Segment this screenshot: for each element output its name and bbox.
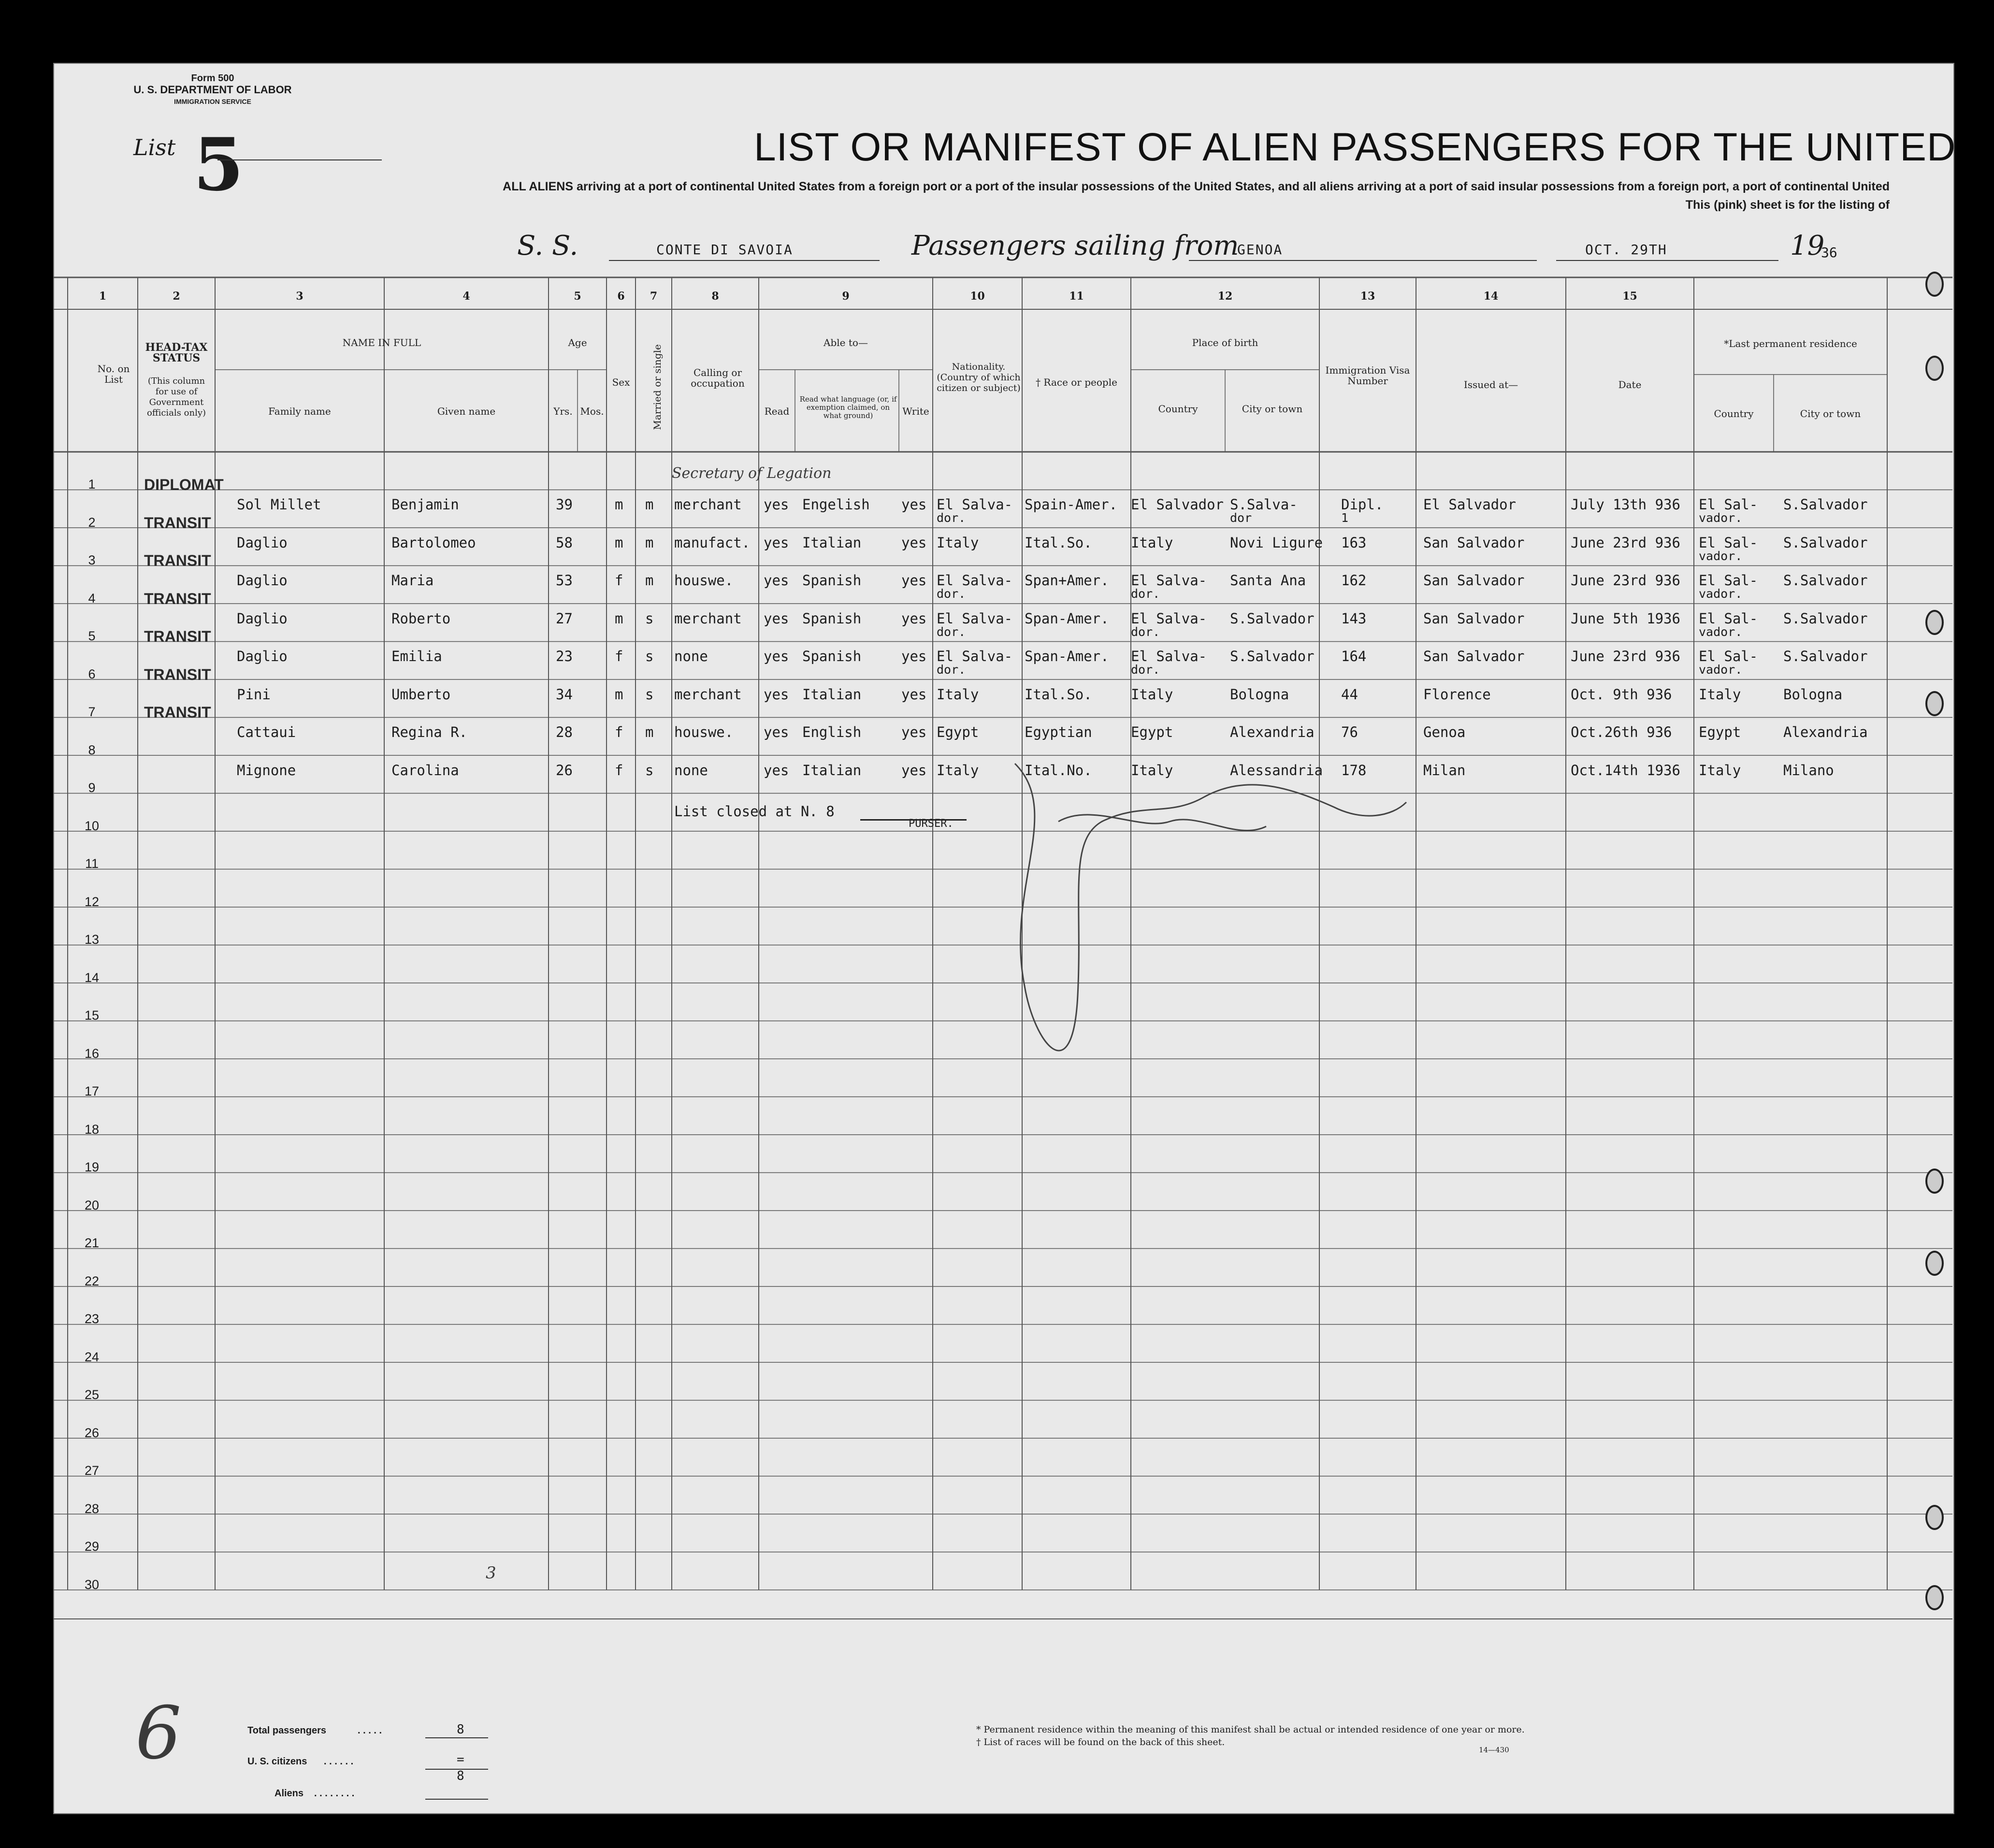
passenger-nat: Egypt: [937, 724, 979, 740]
row-number: 7: [88, 705, 96, 719]
row-number: 2: [88, 515, 96, 530]
header-mos: Mos.: [580, 405, 604, 417]
head-tax-status: DIPLOMAT: [144, 476, 224, 493]
passenger-bcountry: El Salva- dor.: [1131, 648, 1207, 677]
subtitle-line-1: ALL ALIENS arriving at a port of continental United States from a foreign port or a port of the insular possessions of the United States, and all aliens arriving at a port of said insular possessions from a foreign port, a port of continental United: [503, 180, 1890, 193]
row-number: 1: [88, 477, 96, 491]
sailing-label: Passengers sailing from: [911, 230, 1239, 261]
row-number: 23: [84, 1312, 100, 1326]
column-number: 5: [574, 290, 581, 303]
passenger-age: 23: [556, 648, 573, 664]
passenger-issued: El Salvador: [1423, 496, 1517, 513]
aliens-dots: . . . . . . . .: [314, 1788, 355, 1799]
passenger-race: Span-Amer.: [1025, 648, 1109, 664]
list-label: List: [133, 134, 176, 160]
passenger-age: 53: [556, 572, 573, 589]
row-number: 12: [84, 894, 100, 909]
form-number: Form 500: [191, 73, 234, 84]
passenger-given: Emilia: [391, 648, 442, 664]
passenger-write: yes: [901, 572, 927, 589]
header-able-to: Able to—: [824, 337, 868, 348]
passenger-read: yes: [764, 762, 789, 779]
column-number: 7: [650, 290, 658, 303]
row-number: 16: [84, 1046, 100, 1061]
passenger-nat: Italy: [937, 686, 979, 703]
header-married: Married or single: [651, 344, 663, 430]
column-number: 3: [296, 290, 303, 303]
header-write: Write: [902, 405, 929, 417]
passenger-rcity: S.Salvador: [1783, 610, 1868, 627]
row-number: 19: [84, 1160, 100, 1174]
passenger-bcity: Novi Ligure: [1230, 534, 1323, 551]
binder-hole: [1925, 1251, 1944, 1276]
year-suffix: 36: [1821, 245, 1837, 260]
row-number: 20: [84, 1198, 100, 1213]
row-number: 26: [84, 1425, 100, 1440]
row-number: 14: [84, 970, 100, 985]
passenger-calling: merchant: [674, 686, 742, 703]
row-number: 13: [84, 932, 100, 947]
departure-date: OCT. 29TH: [1585, 242, 1667, 258]
passenger-calling: none: [674, 648, 708, 664]
handwritten-signature: [996, 744, 1411, 1092]
column-number: 12: [1217, 290, 1233, 303]
row-number: 27: [84, 1463, 100, 1478]
passenger-rcity: S.Salvador: [1783, 572, 1868, 589]
binder-hole: [1925, 1585, 1944, 1610]
passenger-rcountry: El Sal- vador.: [1699, 610, 1758, 639]
margin-mark: 6: [135, 1691, 182, 1776]
passenger-write: yes: [901, 534, 927, 551]
passenger-rcity: S.Salvador: [1783, 534, 1868, 551]
passenger-bcity: Santa Ana: [1230, 572, 1306, 589]
passenger-issued: Genoa: [1423, 724, 1466, 740]
passenger-bcity: S.Salvador: [1230, 610, 1315, 627]
header-sex: Sex: [612, 376, 630, 388]
passenger-sex: m: [615, 496, 623, 513]
ship-name: CONTE DI SAVOIA: [656, 242, 793, 258]
passenger-lang: Italian: [802, 534, 862, 551]
passenger-nat: El Salva- dor.: [937, 648, 1013, 677]
passenger-visa: 162: [1341, 572, 1367, 589]
passenger-family: Sol Millet: [237, 496, 321, 513]
binder-hole: [1925, 356, 1944, 381]
row-number: 22: [84, 1273, 100, 1288]
passenger-bcountry: Italy: [1131, 762, 1173, 779]
passenger-issued: San Salvador: [1423, 572, 1525, 589]
header-nationality: Nationality. (Country of which citizen or subject): [937, 361, 1021, 393]
passenger-bcity: S.Salvador: [1230, 648, 1315, 664]
passenger-date: Oct.26th 936: [1571, 724, 1672, 740]
passenger-sex: m: [615, 534, 623, 551]
passenger-race: Ital.No.: [1025, 762, 1092, 779]
row-number: 9: [88, 780, 96, 795]
passenger-given: Carolina: [391, 762, 459, 779]
passenger-bcountry: El Salva- dor.: [1131, 572, 1207, 601]
purser-label: PURSER.: [909, 818, 954, 830]
passenger-write: yes: [901, 648, 927, 664]
passenger-given: Bartolomeo: [391, 534, 476, 551]
passenger-bcity: Alessandria: [1230, 762, 1323, 779]
header-birth-city: City or town: [1242, 403, 1303, 415]
passenger-rcity: Bologna: [1783, 686, 1843, 703]
passenger-bcountry: El Salvador: [1131, 496, 1224, 513]
passenger-visa: 143: [1341, 610, 1367, 627]
passenger-race: Ital.So.: [1025, 686, 1092, 703]
header-date: Date: [1618, 379, 1642, 390]
passenger-rcity: Milano: [1783, 762, 1834, 779]
total-passengers-dots: . . . . .: [358, 1725, 382, 1736]
passenger-lang: English: [802, 724, 862, 740]
footnote-races: † List of races will be found on the back of this sheet.: [976, 1737, 1225, 1747]
passenger-date: June 23rd 936: [1571, 648, 1680, 664]
passenger-issued: Florence: [1423, 686, 1491, 703]
column-number: 2: [173, 290, 180, 303]
passenger-given: Benjamin: [391, 496, 459, 513]
total-line-3: [425, 1799, 488, 1800]
column-number: 13: [1360, 290, 1375, 303]
header-visa-number: Immigration Visa Number: [1325, 364, 1410, 387]
head-tax-status: TRANSIT: [144, 552, 211, 569]
row-number: 28: [84, 1501, 100, 1516]
purser-signature: [860, 805, 967, 821]
aliens-label: Aliens: [275, 1788, 304, 1799]
binder-hole: [1925, 1505, 1944, 1530]
passenger-bcountry: Italy: [1131, 534, 1173, 551]
us-citizens-value: =: [457, 1752, 464, 1767]
passenger-read: yes: [764, 572, 789, 589]
column-number: 1: [99, 290, 107, 303]
passenger-sex: f: [615, 762, 623, 779]
departure-port: GENOA: [1237, 242, 1283, 258]
passenger-issued: San Salvador: [1423, 610, 1525, 627]
passenger-rcity: S.Salvador: [1783, 648, 1868, 664]
column-number: 15: [1622, 290, 1637, 303]
passenger-sex: f: [615, 648, 623, 664]
passenger-bcity: Alexandria: [1230, 724, 1315, 740]
footnote-residence: * Permanent residence within the meaning of this manifest shall be actual or intended residence of one year or more.: [976, 1724, 1525, 1735]
total-passengers-value: 8: [457, 1722, 464, 1737]
column-number: 9: [842, 290, 850, 303]
passenger-ms: s: [645, 686, 654, 703]
passenger-lang: Spanish: [802, 648, 862, 664]
diplomatic-note: Secretary of Legation: [672, 465, 832, 482]
header-age: Age: [568, 337, 587, 348]
passenger-given: Regina R.: [391, 724, 468, 740]
passenger-bcity: Bologna: [1230, 686, 1289, 703]
passenger-visa: Dipl. 1: [1341, 496, 1384, 525]
header-head-tax: HEAD-TAX STATUS: [145, 341, 208, 364]
header-yrs: Yrs.: [553, 405, 573, 417]
passenger-family: Daglio: [237, 648, 288, 664]
passenger-date: June 23rd 936: [1571, 572, 1680, 589]
passenger-ms: m: [645, 572, 654, 589]
passenger-age: 27: [556, 610, 573, 627]
header-name-in-full: NAME IN FULL: [342, 337, 421, 348]
passenger-write: yes: [901, 496, 927, 513]
passenger-rcountry: El Sal- vador.: [1699, 534, 1758, 563]
passenger-lang: Spanish: [802, 572, 862, 589]
row-number: 11: [85, 856, 99, 871]
passenger-age: 34: [556, 686, 573, 703]
column-number: 11: [1069, 290, 1084, 303]
binder-hole: [1925, 610, 1944, 635]
total-passengers-label: Total passengers: [247, 1725, 327, 1736]
header-family-name: Family name: [268, 405, 331, 417]
passenger-visa: 164: [1341, 648, 1367, 664]
head-tax-status: TRANSIT: [144, 590, 211, 607]
header-last-residence: *Last permanent residence: [1724, 338, 1857, 349]
passenger-rcountry: Italy: [1699, 762, 1741, 779]
row-number: 10: [84, 818, 100, 833]
column-number: 6: [617, 290, 625, 303]
passenger-date: June 5th 1936: [1571, 610, 1680, 627]
row-number: 5: [88, 629, 96, 643]
aliens-count: 8: [457, 1769, 464, 1783]
head-tax-status: TRANSIT: [144, 628, 211, 645]
row-number: 24: [84, 1349, 100, 1364]
passenger-lang: Italian: [802, 762, 862, 779]
header-head-tax-note: (This column for use of Government officials only): [146, 376, 206, 418]
passenger-sex: m: [615, 610, 623, 627]
header-issued-at: Issued at—: [1463, 379, 1518, 390]
us-citizens-dots: . . . . . .: [324, 1756, 354, 1767]
passenger-read: yes: [764, 686, 789, 703]
passenger-family: Daglio: [237, 572, 288, 589]
list-number: 5: [193, 122, 244, 207]
passenger-race: Span+Amer.: [1025, 572, 1109, 589]
passenger-age: 26: [556, 762, 573, 779]
total-line-1: [425, 1737, 488, 1738]
passenger-date: July 13th 936: [1571, 496, 1680, 513]
header-read-language: Read what language (or, if exemption claimed, on what ground): [799, 395, 897, 420]
passenger-sex: m: [615, 686, 623, 703]
passenger-lang: Italian: [802, 686, 862, 703]
passenger-bcity: S.Salva- dor: [1230, 496, 1298, 525]
passenger-race: Spain-Amer.: [1025, 496, 1118, 513]
passenger-read: yes: [764, 610, 789, 627]
passenger-rcountry: El Sal- vador.: [1699, 572, 1758, 601]
row-number: 29: [84, 1539, 100, 1554]
row-number: 30: [84, 1577, 100, 1592]
head-tax-status: TRANSIT: [144, 704, 211, 721]
passenger-ms: s: [645, 648, 654, 664]
passenger-issued: San Salvador: [1423, 534, 1525, 551]
passenger-sex: f: [615, 572, 623, 589]
passenger-read: yes: [764, 534, 789, 551]
us-citizens-label: U. S. citizens: [247, 1756, 307, 1767]
passenger-nat: Italy: [937, 762, 979, 779]
passenger-nat: El Salva- dor.: [937, 572, 1013, 601]
page-title: LIST OR MANIFEST OF ALIEN PASSENGERS FOR THE UNITED: [754, 125, 1956, 169]
passenger-write: yes: [901, 686, 927, 703]
passenger-rcountry: Italy: [1699, 686, 1741, 703]
list-closed-note: List closed at N. 8: [674, 803, 835, 820]
row-number: 6: [88, 666, 96, 681]
passenger-rcity: S.Salvador: [1783, 496, 1868, 513]
column-number: 4: [462, 290, 470, 303]
passenger-read: yes: [764, 496, 789, 513]
header-given-name: Given name: [437, 405, 496, 417]
column-number: 8: [711, 290, 719, 303]
binder-hole: [1925, 691, 1944, 716]
row-number: 8: [88, 742, 96, 757]
passenger-nat: El Salva- dor.: [937, 610, 1013, 639]
column-number: 10: [970, 290, 985, 303]
passenger-given: Maria: [391, 572, 434, 589]
passenger-ms: m: [645, 724, 654, 740]
passenger-rcity: Alexandria: [1783, 724, 1868, 740]
head-tax-status: TRANSIT: [144, 514, 211, 532]
passenger-write: yes: [901, 610, 927, 627]
passenger-date: Oct.14th 1936: [1571, 762, 1680, 779]
passenger-sex: f: [615, 724, 623, 740]
passenger-calling: merchant: [674, 610, 742, 627]
passenger-age: 58: [556, 534, 573, 551]
header-race: † Race or people: [1036, 376, 1117, 388]
header-residence-city: City or town: [1800, 408, 1861, 419]
row-number: 3: [88, 553, 96, 567]
row-number: 25: [84, 1387, 100, 1402]
passenger-ms: m: [645, 496, 654, 513]
passenger-given: Umberto: [391, 686, 451, 703]
passenger-rcountry: El Sal- vador.: [1699, 496, 1758, 525]
service-name: IMMIGRATION SERVICE: [174, 98, 251, 105]
header-no-on-list: No. on List: [97, 363, 130, 385]
passenger-ms: m: [645, 534, 654, 551]
head-tax-status: TRANSIT: [144, 665, 211, 683]
passenger-visa: 178: [1341, 762, 1367, 779]
passenger-family: Pini: [237, 686, 271, 703]
row-number: 17: [84, 1084, 100, 1098]
passenger-date: Oct. 9th 936: [1571, 686, 1672, 703]
subtitle-line-2: This (pink) sheet is for the listing of: [1685, 198, 1890, 212]
passenger-family: Daglio: [237, 534, 288, 551]
passenger-ms: s: [645, 610, 654, 627]
passenger-age: 28: [556, 724, 573, 740]
passenger-nat: Italy: [937, 534, 979, 551]
passenger-date: June 23rd 936: [1571, 534, 1680, 551]
year-prefix: 19: [1790, 230, 1825, 261]
passenger-calling: none: [674, 762, 708, 779]
passenger-family: Mignone: [237, 762, 296, 779]
passenger-bcountry: Egypt: [1131, 724, 1173, 740]
department-name: U. S. DEPARTMENT OF LABOR: [133, 84, 292, 96]
passenger-nat: El Salva- dor.: [937, 496, 1013, 525]
passenger-given: Roberto: [391, 610, 451, 627]
passenger-family: Daglio: [237, 610, 288, 627]
stamp-mark: 3: [486, 1563, 496, 1583]
form-code: 14—430: [1479, 1746, 1509, 1754]
passenger-bcountry: Italy: [1131, 686, 1173, 703]
passenger-read: yes: [764, 648, 789, 664]
passenger-calling: manufact.: [674, 534, 751, 551]
passenger-race: Span-Amer.: [1025, 610, 1109, 627]
row-number: 4: [88, 591, 96, 606]
header-read: Read: [764, 405, 790, 417]
passenger-rcountry: El Sal- vador.: [1699, 648, 1758, 677]
passenger-calling: houswe.: [674, 724, 734, 740]
binder-hole: [1925, 272, 1944, 297]
passenger-bcountry: El Salva- dor.: [1131, 610, 1207, 639]
passenger-race: Ital.So.: [1025, 534, 1092, 551]
passenger-race: Egyptian: [1025, 724, 1092, 740]
binder-hole: [1925, 1169, 1944, 1194]
passenger-lang: Engelish: [802, 496, 870, 513]
header-residence-country: Country: [1714, 408, 1754, 419]
passenger-visa: 44: [1341, 686, 1358, 703]
row-number: 18: [84, 1122, 100, 1137]
passenger-family: Cattaui: [237, 724, 296, 740]
column-number: 14: [1483, 290, 1499, 303]
header-birth-country: Country: [1158, 403, 1198, 415]
header-place-of-birth: Place of birth: [1192, 337, 1258, 348]
passenger-ms: s: [645, 762, 654, 779]
passenger-write: yes: [901, 724, 927, 740]
passenger-age: 39: [556, 496, 573, 513]
passenger-lang: Spanish: [802, 610, 862, 627]
passenger-visa: 163: [1341, 534, 1367, 551]
passenger-read: yes: [764, 724, 789, 740]
row-number: 15: [84, 1008, 100, 1023]
header-calling: Calling or occupation: [691, 367, 745, 389]
passenger-issued: Milan: [1423, 762, 1466, 779]
passenger-visa: 76: [1341, 724, 1358, 740]
passenger-calling: merchant: [674, 496, 742, 513]
row-number: 21: [84, 1236, 100, 1250]
passenger-issued: San Salvador: [1423, 648, 1525, 664]
passenger-write: yes: [901, 762, 927, 779]
passenger-rcountry: Egypt: [1699, 724, 1741, 740]
passenger-calling: houswe.: [674, 572, 734, 589]
ss-label: S. S.: [517, 230, 578, 261]
